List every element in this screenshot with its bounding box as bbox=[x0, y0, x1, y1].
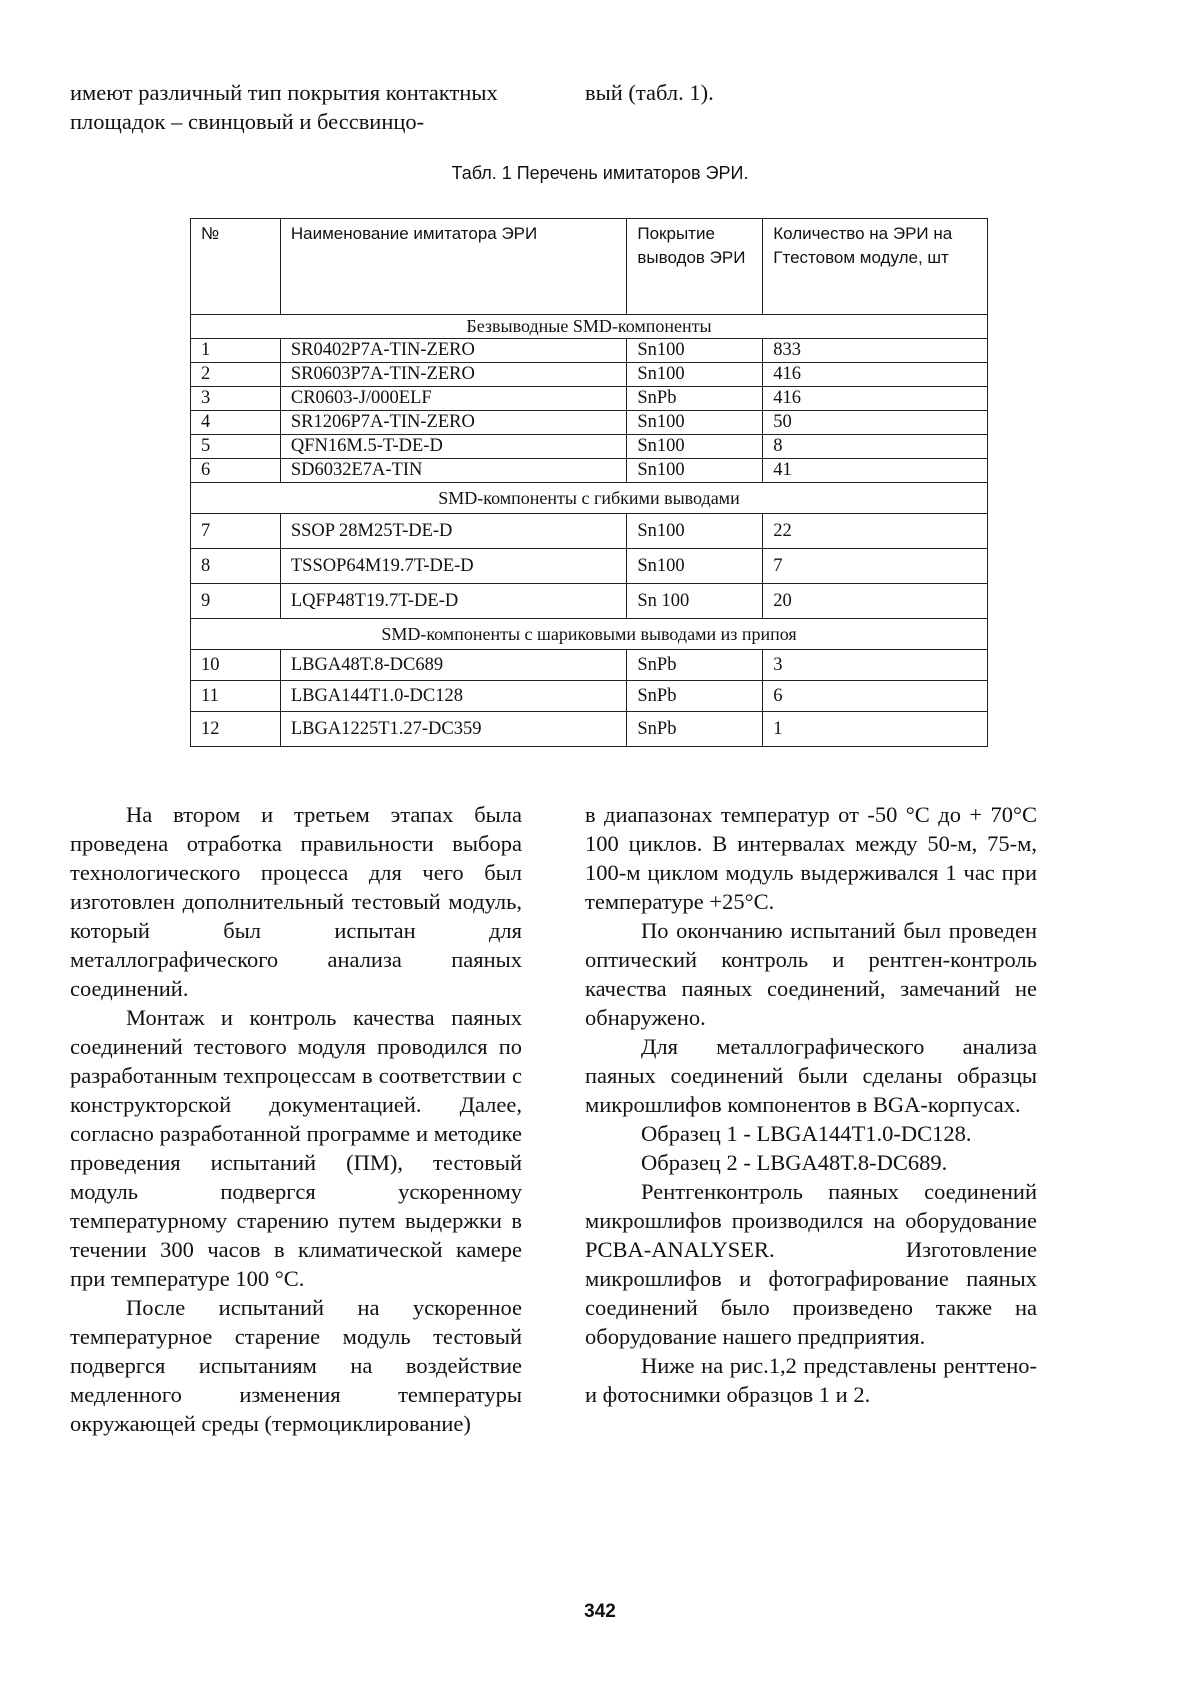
cell-coating: Sn100 bbox=[627, 549, 763, 584]
table-row bbox=[191, 712, 988, 747]
cell-coating: Sn100 bbox=[627, 339, 763, 363]
cell-number: 8 bbox=[191, 549, 281, 584]
table-row bbox=[191, 549, 988, 584]
cell-coating: SnPb bbox=[627, 712, 763, 747]
sample-2-line: Образец 2 - LBGA48T.8-DC689. bbox=[641, 1150, 948, 1175]
cell-coating: SnPb bbox=[627, 387, 763, 411]
cell-name: SR0603P7A-TIN-ZERO bbox=[280, 363, 627, 387]
table-row bbox=[191, 650, 988, 681]
cell-number: 12 bbox=[191, 712, 281, 747]
cell-name: SD6032E7A-TIN bbox=[280, 459, 627, 483]
paragraph-continuation: в диапазонах температур от -50 °С до + 70°С 100 циклов. В интервалах между 50-м, 75-м, 100-м циклом модуль выдерживался 1 час при температуре +25°С. bbox=[585, 802, 1037, 914]
cell-name: LBGA48T.8-DC689 bbox=[280, 650, 627, 681]
header-name: Наименование имитатора ЭРИ bbox=[280, 219, 627, 315]
cell-quantity: 416 bbox=[763, 363, 988, 387]
cell-quantity: 20 bbox=[763, 584, 988, 619]
cell-quantity: 416 bbox=[763, 387, 988, 411]
table-row bbox=[191, 584, 988, 619]
header-coating: Покрытие выводов ЭРИ bbox=[627, 219, 763, 315]
paragraph: Монтаж и контроль качества паяных соединений тестового модуля проводился по разработанным техпроцессам в соответствии с конструкторской документацией. Далее, согласно разработанной программе и методике проведения испытаний (ПМ), тестовый модуль подвергся ускоренному температурному старению путем выдержки в течении 300 часов в климатической камере при температуре 100 °С. bbox=[70, 1005, 522, 1291]
cell-quantity: 22 bbox=[763, 514, 988, 549]
cell-quantity: 41 bbox=[763, 459, 988, 483]
table-row bbox=[191, 339, 988, 363]
paragraph: На втором и третьем этапах была проведена отработка правильности выбора технологического процесса для чего был изготовлен дополнительный тестовый модуль, который был испытан для металлографического анализа паяных соединений. bbox=[70, 802, 522, 1001]
cell-number: 10 bbox=[191, 650, 281, 681]
cell-coating: Sn100 bbox=[627, 411, 763, 435]
cell-name: LQFP48T19.7T-DE-D bbox=[280, 584, 627, 619]
cell-name: QFN16M.5-T-DE-D bbox=[280, 435, 627, 459]
sample-1-line: Образец 1 - LBGA144T1.0-DC128. bbox=[641, 1121, 972, 1146]
cell-number: 11 bbox=[191, 681, 281, 712]
table-row bbox=[191, 435, 988, 459]
cell-number: 9 bbox=[191, 584, 281, 619]
cell-number: 1 bbox=[191, 339, 281, 363]
table-row bbox=[191, 514, 988, 549]
cell-number: 5 bbox=[191, 435, 281, 459]
header-quantity: Количество на ЭРИ на Гтестовом модуле, шт bbox=[763, 219, 988, 315]
cell-coating: Sn100 bbox=[627, 363, 763, 387]
section-title: SMD-компоненты с гибкими выводами bbox=[191, 483, 988, 514]
cell-quantity: 8 bbox=[763, 435, 988, 459]
table-row bbox=[191, 459, 988, 483]
cell-name: SSOP 28M25T-DE-D bbox=[280, 514, 627, 549]
left-column bbox=[70, 800, 522, 1438]
table-caption: Табл. 1 Перечень имитаторов ЭРИ. bbox=[451, 163, 749, 183]
section-title: SMD-компоненты с шариковыми выводами из припоя bbox=[191, 619, 988, 650]
cell-quantity: 50 bbox=[763, 411, 988, 435]
cell-name: CR0603-J/000ELF bbox=[280, 387, 627, 411]
section-row bbox=[191, 315, 988, 339]
cell-name: TSSOP64M19.7T-DE-D bbox=[280, 549, 627, 584]
cell-name: SR0402P7A-TIN-ZERO bbox=[280, 339, 627, 363]
cell-name: SR1206P7A-TIN-ZERO bbox=[280, 411, 627, 435]
cell-coating: SnPb bbox=[627, 681, 763, 712]
section-row bbox=[191, 619, 988, 650]
table-row bbox=[191, 411, 988, 435]
cell-quantity: 1 bbox=[763, 712, 988, 747]
table-header-row bbox=[191, 219, 988, 315]
cell-number: 3 bbox=[191, 387, 281, 411]
cell-number: 2 bbox=[191, 363, 281, 387]
paragraph: После испытаний на ускоренное температурное старение модуль тестовый подвергся испытаниям на воздействие медленного изменения температуры окружающей среды (термоциклирование) bbox=[70, 1295, 522, 1436]
header-number: № bbox=[191, 219, 281, 315]
cell-quantity: 6 bbox=[763, 681, 988, 712]
cell-coating: SnPb bbox=[627, 650, 763, 681]
page-number: 342 bbox=[584, 1601, 616, 1622]
cell-number: 7 bbox=[191, 514, 281, 549]
paragraph: Рентгенконтроль паяных соединений микрошлифов производился на оборудование PCBA-ANALYSER. Изготовление микрошлифов и фотографирование паяных соединений было произведено также на оборудование нашего предприятия. bbox=[585, 1179, 1037, 1349]
cell-coating: Sn 100 bbox=[627, 584, 763, 619]
cell-number: 6 bbox=[191, 459, 281, 483]
eri-simulators-table bbox=[190, 218, 988, 747]
cell-coating: Sn100 bbox=[627, 459, 763, 483]
table-row bbox=[191, 681, 988, 712]
intro-left-text: имеют различный тип покрытия контактных площадок – свинцовый и бессвинцо- bbox=[70, 80, 498, 134]
section-row bbox=[191, 483, 988, 514]
cell-name: LBGA144T1.0-DC128 bbox=[280, 681, 627, 712]
cell-number: 4 bbox=[191, 411, 281, 435]
paragraph: По окончанию испытаний был проведен оптический контроль и рентген-контроль качества паяных соединений, замечаний не обнаружено. bbox=[585, 918, 1037, 1030]
cell-quantity: 3 bbox=[763, 650, 988, 681]
cell-name: LBGA1225T1.27-DC359 bbox=[280, 712, 627, 747]
intro-right-text: вый (табл. 1). bbox=[585, 80, 714, 105]
cell-quantity: 7 bbox=[763, 549, 988, 584]
cell-quantity: 833 bbox=[763, 339, 988, 363]
table-row bbox=[191, 387, 988, 411]
right-column bbox=[585, 800, 1037, 1409]
section-title: Безвыводные SMD-компоненты bbox=[191, 315, 988, 339]
cell-coating: Sn100 bbox=[627, 514, 763, 549]
paragraph: Для металлографического анализа паяных соединений были сделаны образцы микрошлифов компонентов в BGA-корпусах. bbox=[585, 1034, 1037, 1117]
table-row bbox=[191, 363, 988, 387]
paragraph: Ниже на рис.1,2 представлены ренттено- и фотоснимки образцов 1 и 2. bbox=[585, 1353, 1037, 1407]
cell-coating: Sn100 bbox=[627, 435, 763, 459]
